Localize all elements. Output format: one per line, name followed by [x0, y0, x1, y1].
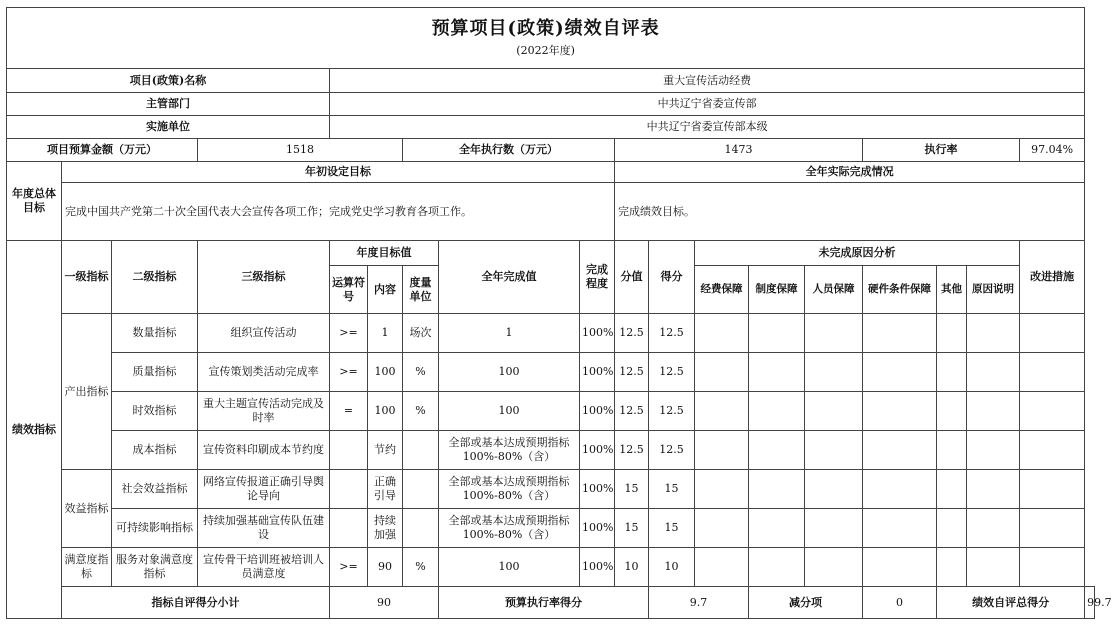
cell-empty: [695, 431, 749, 470]
cell-done: 全部或基本达成预期指标100%-80%（含）: [439, 470, 580, 509]
header-reason-staff: 人员保障: [805, 266, 863, 314]
cell-empty: [863, 509, 937, 548]
cell-degree: 100%: [580, 431, 615, 470]
cell-empty: [937, 431, 967, 470]
cell-empty: [805, 314, 863, 353]
cell-empty: [1020, 353, 1085, 392]
page-title: 预算项目(政策)绩效自评表: [431, 18, 660, 40]
header-score: 得分: [649, 241, 695, 314]
header-reason-hardware: 硬件条件保障: [863, 266, 937, 314]
cell-unit: [403, 509, 439, 548]
cell-score: 12.5: [649, 353, 695, 392]
cell-unit: 场次: [403, 314, 439, 353]
cell-content: 1: [368, 314, 403, 353]
cell-empty: [1020, 548, 1085, 587]
dept-value: 中共辽宁省委宣传部: [330, 93, 1085, 116]
cell-content: 100: [368, 392, 403, 431]
cell-value: 15: [615, 509, 649, 548]
cell-value: 12.5: [615, 314, 649, 353]
cell-score: 10: [649, 548, 695, 587]
cell-unit: %: [403, 353, 439, 392]
cell-empty: [967, 509, 1020, 548]
indicator-row: [7, 314, 1095, 353]
cell-empty: [863, 431, 937, 470]
cell-content: 100: [368, 353, 403, 392]
cell-value: 10: [615, 548, 649, 587]
cell-level2: 质量指标: [112, 353, 198, 392]
cell-empty: [695, 353, 749, 392]
exec-value: 1473: [615, 139, 863, 162]
cell-score: 12.5: [649, 431, 695, 470]
cell-empty: [695, 509, 749, 548]
total-label: 绩效自评总得分: [937, 587, 1085, 619]
cell-empty: [967, 431, 1020, 470]
budget-label: 项目预算金额（万元）: [7, 139, 198, 162]
cell-level3: 网络宣传报道正确引导舆论导向: [198, 470, 330, 509]
cell-empty: [749, 392, 805, 431]
cell-operator: >=: [330, 353, 368, 392]
cell-score: 12.5: [649, 392, 695, 431]
cell-done: 100: [439, 548, 580, 587]
cell-value: 12.5: [615, 431, 649, 470]
level1-output: 产出指标: [62, 314, 112, 470]
cell-empty: [937, 314, 967, 353]
cell-empty: [805, 470, 863, 509]
header-level1: 一级指标: [62, 241, 112, 314]
cell-empty: [805, 548, 863, 587]
header-reason-funding: 经费保障: [695, 266, 749, 314]
cell-level3: 宣传资料印刷成本节约度: [198, 431, 330, 470]
cell-empty: [967, 470, 1020, 509]
cell-degree: 100%: [580, 548, 615, 587]
cell-operator: =: [330, 392, 368, 431]
project-name-label: 项目(政策)名称: [7, 69, 330, 93]
cell-empty: [749, 470, 805, 509]
budget-score-value: 9.7: [649, 587, 749, 619]
rate-value: 97.04%: [1020, 139, 1085, 162]
header-unit: 度量单位: [403, 266, 439, 314]
initial-goal-header: 年初设定目标: [62, 162, 615, 183]
deduct-label: 减分项: [749, 587, 863, 619]
cell-empty: [863, 314, 937, 353]
cell-level3: 宣传策划类活动完成率: [198, 353, 330, 392]
page-subtitle: (2022年度): [516, 43, 575, 57]
cell-content: 节约: [368, 431, 403, 470]
cell-empty: [937, 470, 967, 509]
cell-level2: 数量指标: [112, 314, 198, 353]
deduct-value: 0: [863, 587, 937, 619]
cell-unit: %: [403, 392, 439, 431]
project-name-value: 重大宣传活动经费: [330, 69, 1085, 93]
cell-empty: [967, 314, 1020, 353]
indicator-row: [7, 470, 1095, 509]
budget-score-label: 预算执行率得分: [439, 587, 649, 619]
cell-degree: 100%: [580, 470, 615, 509]
cell-done: 全部或基本达成预期指标100%-80%（含）: [439, 509, 580, 548]
cell-level3: 持续加强基础宣传队伍建设: [198, 509, 330, 548]
cell-empty: [749, 509, 805, 548]
cell-value: 15: [615, 470, 649, 509]
cell-level2: 服务对象满意度指标: [112, 548, 198, 587]
cell-empty: [749, 431, 805, 470]
annual-goals-label: 年度总体目标: [7, 162, 62, 241]
header-reason-system: 制度保障: [749, 266, 805, 314]
cell-level2: 时效指标: [112, 392, 198, 431]
actual-goal-text: 完成绩效目标。: [615, 183, 1085, 241]
cell-level3: 重大主题宣传活动完成及时率: [198, 392, 330, 431]
cell-empty: [937, 509, 967, 548]
cell-empty: [749, 353, 805, 392]
cell-empty: [805, 431, 863, 470]
cell-empty: [937, 548, 967, 587]
cell-degree: 100%: [580, 314, 615, 353]
cell-empty: [937, 392, 967, 431]
cell-done: 100: [439, 392, 580, 431]
indicator-row: [7, 431, 1095, 470]
header-improve: 改进措施: [1020, 241, 1085, 314]
exec-label: 全年执行数（万元）: [403, 139, 615, 162]
cell-degree: 100%: [580, 353, 615, 392]
cell-empty: [695, 470, 749, 509]
cell-degree: 100%: [580, 509, 615, 548]
dept-label: 主管部门: [7, 93, 330, 116]
cell-empty: [1020, 431, 1085, 470]
header-annual-target: 年度目标值: [330, 241, 439, 266]
cell-score: 15: [649, 470, 695, 509]
indicator-row: [7, 392, 1095, 431]
indicator-row: [7, 353, 1095, 392]
indicator-row: [7, 548, 1095, 587]
header-operator: 运算符号: [330, 266, 368, 314]
cell-unit: [403, 431, 439, 470]
cell-empty: [937, 353, 967, 392]
cell-value: 12.5: [615, 392, 649, 431]
cell-done: 全部或基本达成预期指标100%-80%（含）: [439, 431, 580, 470]
self-evaluation-sheet: [6, 7, 1112, 619]
cell-content: 90: [368, 548, 403, 587]
cell-score: 12.5: [649, 314, 695, 353]
cell-empty: [805, 509, 863, 548]
header-level2: 二级指标: [112, 241, 198, 314]
cell-unit: [403, 470, 439, 509]
cell-content: 持续加强: [368, 509, 403, 548]
cell-empty: [967, 392, 1020, 431]
rate-label: 执行率: [863, 139, 1020, 162]
actual-goal-header: 全年实际完成情况: [615, 162, 1085, 183]
cell-content: 正确引导: [368, 470, 403, 509]
cell-level2: 可持续影响指标: [112, 509, 198, 548]
cell-empty: [967, 548, 1020, 587]
cell-empty: [749, 548, 805, 587]
cell-level2: 社会效益指标: [112, 470, 198, 509]
cell-degree: 100%: [580, 392, 615, 431]
cell-unit: %: [403, 548, 439, 587]
level1-benefit: 效益指标: [62, 470, 112, 548]
cell-empty: [967, 353, 1020, 392]
initial-goal-text: 完成中国共产党第二十次全国代表大会宣传各项工作；完成党史学习教育各项工作。: [62, 183, 615, 241]
cell-empty: [1020, 509, 1085, 548]
evaluation-table: [6, 7, 1112, 619]
cell-empty: [1020, 314, 1085, 353]
cell-operator: [330, 509, 368, 548]
indicators-label: 绩效指标: [7, 241, 62, 619]
indicator-row: [7, 509, 1095, 548]
cell-empty: [695, 548, 749, 587]
cell-empty: [695, 392, 749, 431]
cell-operator: >=: [330, 314, 368, 353]
cell-done: 100: [439, 353, 580, 392]
cell-level2: 成本指标: [112, 431, 198, 470]
cell-empty: [863, 470, 937, 509]
cell-operator: [330, 431, 368, 470]
header-score-value: 分值: [615, 241, 649, 314]
header-degree: 完成程度: [580, 241, 615, 314]
cell-value: 12.5: [615, 353, 649, 392]
cell-empty: [695, 314, 749, 353]
cell-operator: >=: [330, 548, 368, 587]
subtotal-value: 90: [330, 587, 439, 619]
cell-empty: [1020, 470, 1085, 509]
header-content: 内容: [368, 266, 403, 314]
cell-done: 1: [439, 314, 580, 353]
cell-operator: [330, 470, 368, 509]
cell-empty: [1020, 392, 1085, 431]
cell-empty: [863, 392, 937, 431]
subtotal-label: 指标自评得分小计: [62, 587, 330, 619]
level1-satisfaction: 满意度指标: [62, 548, 112, 587]
total-value: 99.7: [1085, 587, 1095, 619]
cell-level3: 宣传骨干培训班被培训人员满意度: [198, 548, 330, 587]
cell-level3: 组织宣传活动: [198, 314, 330, 353]
cell-score: 15: [649, 509, 695, 548]
header-reason-other: 其他: [937, 266, 967, 314]
cell-empty: [749, 314, 805, 353]
header-reasons: 未完成原因分析: [695, 241, 1020, 266]
header-reason-note: 原因说明: [967, 266, 1020, 314]
header-annual-done: 全年完成值: [439, 241, 580, 314]
budget-value: 1518: [198, 139, 403, 162]
unit-value: 中共辽宁省委宣传部本级: [330, 116, 1085, 139]
cell-empty: [805, 392, 863, 431]
cell-empty: [863, 353, 937, 392]
title-block: [7, 8, 1085, 69]
cell-empty: [863, 548, 937, 587]
cell-empty: [805, 353, 863, 392]
header-level3: 三级指标: [198, 241, 330, 314]
unit-label: 实施单位: [7, 116, 330, 139]
